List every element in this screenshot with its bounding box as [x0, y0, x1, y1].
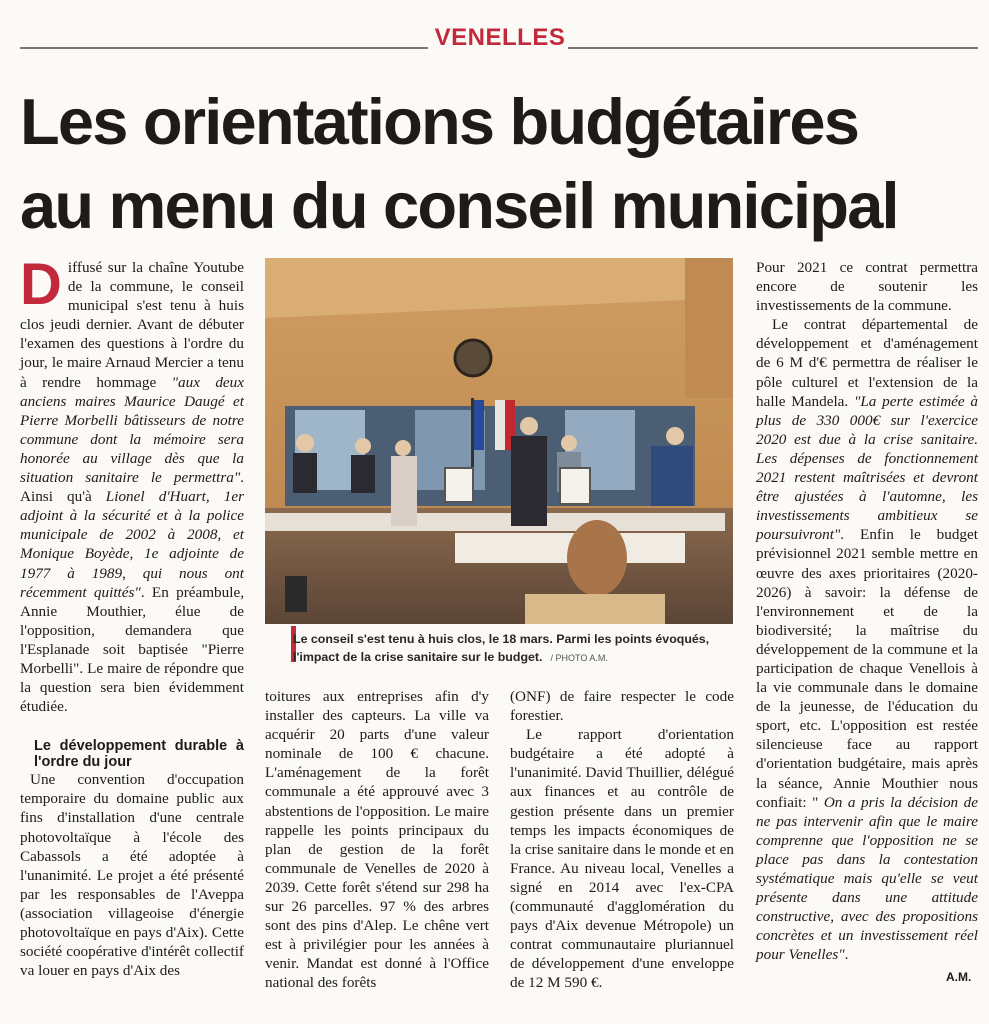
rubric-rule-right [568, 47, 978, 49]
drop-cap: D [20, 252, 62, 317]
article-column-1 [20, 252, 244, 980]
article-column-3 [510, 687, 734, 993]
paragraph: Le rapport d'orientation budgétaire a été adopté à l'unanimité. David Thuillier, délégué aux finances et au contrôle de gestion présente dans un premier temps les impacts économiques de la crise sanitaire dans le monde et en France. Au niveau local, Venelles a signé en 2014 avec l'ex-CPA (communauté d'agglomération du pays d'Aix devenue Métropole) un contrat communautaire pluriannuel de développement d'une enveloppe de 12 M 590 €. [510, 726, 734, 992]
rubric-rule-left [20, 47, 428, 49]
paragraph: toitures aux entreprises afin d'y installer des capteurs. La ville va acquérir 20 parts d'une valeur nominale de 100 € chacune. L'aménagement de la forêt communale a été approuvé avec 3 abstentions de l'opposition. Le maire rappelle les points principaux du plan de gestion de la forêt communale de Venelles de 2020 à 2039. Cette forêt s'étend sur 298 ha sur 26 parcelles. 97 % des arbres sont des pins d'Alep. Le chêne vert est à privilégier pour les années à venir. Mandat est donné à l'Office national des forêts [265, 688, 489, 992]
photo-credit: / PHOTO A.M. [550, 653, 608, 663]
author-signature: A.M. [946, 970, 972, 984]
photo-illustration [265, 258, 733, 624]
council-photo [265, 258, 733, 624]
headline-line-2: au menu du conseil municipal [20, 169, 898, 242]
paragraph: (ONF) de faire respecter le code forestier. [510, 688, 734, 725]
article-column-2 [265, 687, 489, 993]
paragraph: Une convention d'occupation temporaire du domaine public aux fins d'installation d'une centrale photovoltaïque à l'école des Cabassols a été adoptée à l'unanimité. Le projet a été présenté par les responsables de l'Aveppa (association villageoise d'énergie photovoltaïque en pays d'Aix). Cette société coopérative d'intérêt collectif va louer en pays d'Aix des [20, 771, 244, 980]
paragraph: Le contrat départemental de développement et d'aménagement de 6 M d'€ permettra de réaliser le pôle culturel et l'extension de la halle Mandela. "La perte estimée à plus de 330 000€ sur l'exercice 2020 est due à la crise sanitaire. Les dépenses de fonctionnement 2021 restent maîtrisées et devront être ajustées à l'automne, les investissements ambitieux se poursuivront". Enfin le budget prévisionnel 2021 semble mettre en œuvre des axes prioritaires (2020-2026) à savoir: la défense de l'environnement et de la biodiversité; la maîtrise du développement de la commune et la participation de chaque Venellois à la vie communale dans le domaine de la jeunesse, de l'éducation du sport, etc. L'opposition est restée silencieuse face au rapport d'orientation budgétaire, mais après la séance, Annie Mouthier nous confiait: " On a pris la décision de ne pas intervenir afin que le maire comprenne que l'opposition ne se place pas dans la contestation systématique mais qu'elle se veut présente dans une attitude constructive, avec des propositions concrètes et un investissement réel pour Venelles". [756, 316, 978, 964]
headline [20, 80, 980, 248]
article-column-4 [756, 258, 978, 964]
caption-text: Le conseil s'est tenu à huis clos, le 18 mars. Parmi les points évoqués, l'impact de la crise sanitaire sur le budget. [293, 632, 710, 664]
headline-line-1: Les orientations budgétaires [20, 85, 859, 158]
section-rubric: VENELLES [434, 24, 566, 51]
paragraph: Pour 2021 ce contrat permettra encore de soutenir les investissements de la commune. [756, 259, 978, 315]
photo-caption [293, 630, 733, 667]
subheading: Le développement durable à l'ordre du jour [34, 738, 244, 771]
intro-paragraph: Diffusé sur la chaîne Youtube de la commune, le conseil municipal s'est tenu à huis clos jeudi dernier. Avant de débuter l'examen des questions à l'ordre du jour, le maire Arnaud Mercier a tenu à rendre hommage "aux deux anciens maires Maurice Daugé et Pierre Morbelli bâtisseurs de notre commune dont la mémoire sera honorée au village dès que la situation sanitaire le permettra". Ainsi qu'à Lionel d'Huart, 1er adjoint à la sécurité et à la police municipale de 2002 à 2008, et Monique Boyède, 1e adjointe de 1977 à 1989, qui nous ont récemment quittés". En préambule, Annie Mouthier, élue de l'opposition, demandera que l'Esplanade soit baptisée "Pierre Morbelli". Le maire de répondre que la question sera bien évidemment étudiée. [20, 252, 244, 716]
